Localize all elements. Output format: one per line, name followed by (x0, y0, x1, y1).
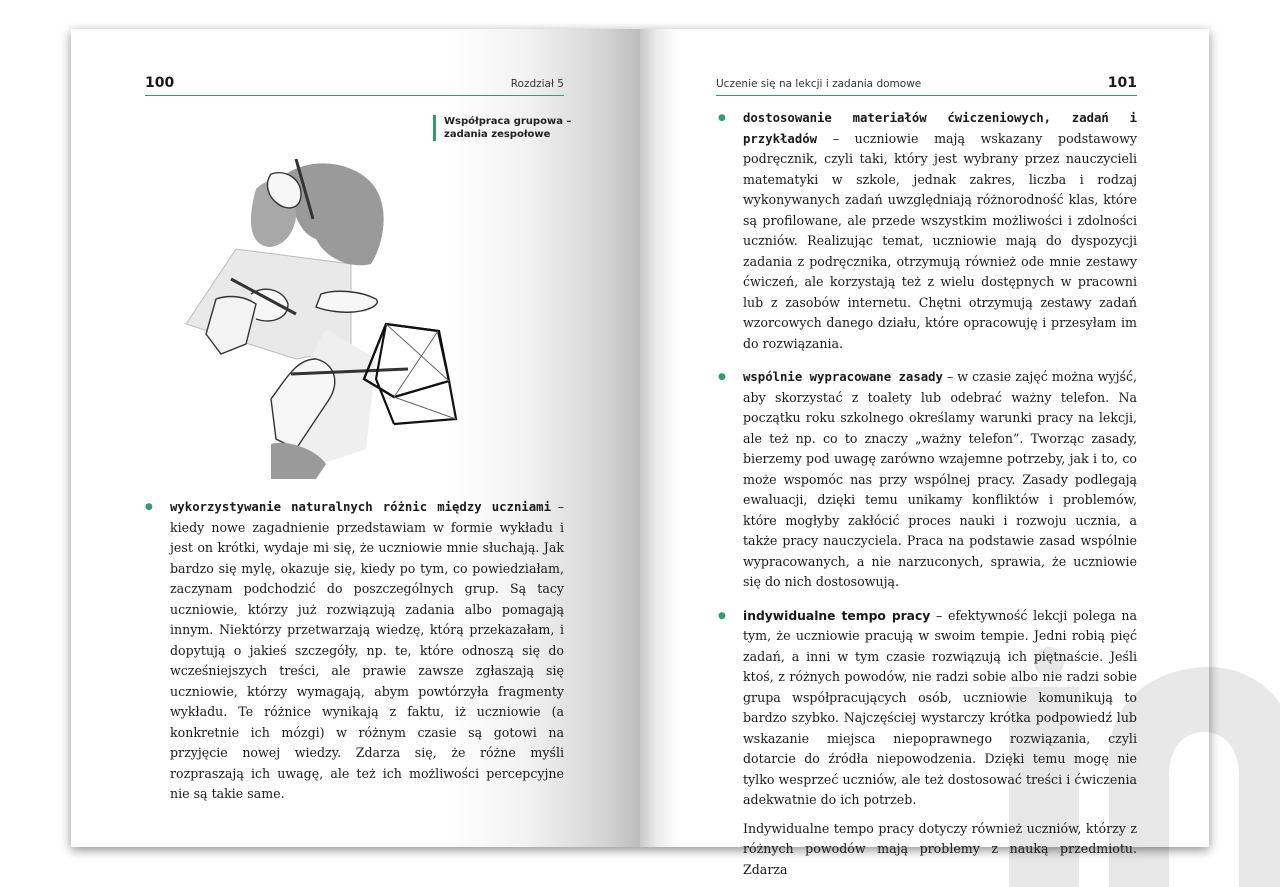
left-running-header (145, 77, 564, 96)
right-running-header (716, 77, 1137, 96)
list-item (743, 108, 1137, 354)
bullet-lead: dostosowanie materiałów ćwiczeniowych, zadań i przykładów (743, 111, 1137, 146)
left-body-text (170, 497, 564, 805)
hands-drawing-geometry-illustration (176, 119, 436, 479)
bullet-lead: indywidualne tempo pracy (743, 608, 931, 623)
left-page-number: 100 (145, 75, 175, 91)
bullet-lead: wykorzystywanie naturalnych różnic między uczniami (170, 500, 551, 514)
illustration-caption: Współpraca grupowa – zadania zespołowe (433, 115, 584, 141)
list-item (170, 497, 564, 805)
bullet-lead: wspólnie wypracowane zasady (743, 370, 943, 384)
bullet-text: – uczniowie mają wskazany podstawowy podręcznik, czyli taki, który jest wybrany przez nauczycieli matematyki w szkole, jednak zakres, liczba i rodzaj wykonywanych zadań uwzględniają różnorodność klas, które są profilowane, ale przede wszystkim możliwości i zdolności uczniów. Realizując temat, uczniowie mają do dyspozycji zadania z podręcznika, otrzymują również ode mnie zestawy ćwiczeń, ale korzystają też z wielu dostępnych w pracowni lub z zasobów internetu. Chętni otrzymują zestawy zadań wzorcowych danego działu, które opracowuję i przesyłam im do rozwiązania. (743, 130, 1137, 351)
right-chapter-title: Uczenie się na lekcji i zadania domowe (716, 78, 922, 90)
list-item (743, 606, 1137, 811)
right-body-text (743, 108, 1137, 880)
bullet-text: – efektywność lekcji polega na tym, że uczniowie pracują w swoim tempie. Jedni robią pięć zadań, a inni w tym czasie rozwiązują ich piętnaście. Jeśli ktoś, z różnych powodów, nie radzi sobie albo nie radzi sobie grupa współpracujących osób, uczniowie komunikują to bardzo szybko. Najczęściej wystarczy krótka podpowiedź lub wskazanie miejsca niepoprawnego rozwiązania, czyli dotarcie do źródła niepowodzenia. Dzięki temu mogę nie tylko wesprzeć uczniów, ale też dostosować treści i ćwiczenia adekwatnie do ich potrzeb. (743, 607, 1138, 807)
bullet-text: – w czasie zajęć można wyjść, aby skorzystać z toalety lub odebrać ważny telefon. Na początku roku szkolnego określamy warunki pracy na lekcji, ale też np. co to znaczy „ważny telefon”. Tworząc zasady, bierzemy pod uwagę zarówno wzajemne potrzeby, jak i to, co może wspomóc nas przy wspólnej pracy. Zasady podlegają ewaluacji, dzięki temu unikamy konfliktów i problemów, które mogłyby zakłócić proces nauki i rozwoju ucznia, a także pracy nauczyciela. Praca na podstawie zasad wspólnie wypracowanych, a nie narzuconych, sprawia, że uczniowie się do nich dostosowują. (743, 369, 1138, 589)
left-chapter-title: Rozdział 5 (510, 78, 564, 90)
left-page (71, 29, 640, 847)
right-page-number: 101 (1107, 75, 1137, 91)
book-spread (71, 29, 1209, 877)
body-paragraph: Indywidualne tempo pracy dotyczy również uczniów, którzy z różnych powodów mają problemy z nauką przedmiotu. Zdarza (743, 820, 1137, 877)
right-page (640, 29, 1209, 877)
list-item (743, 367, 1137, 593)
bullet-text: – kiedy nowe zagadnienie przedstawiam w formie wykładu i jest on krótki, wydaje mi się, że uczniowie mnie słuchają. Jak bardzo się mylę, okazuje się, kiedy po tym, co powiedziałam, zaczynam podchodzić do poszczególnych grup. Są tacy uczniowie, którzy już rozwiązują zadania albo pomagają innym. Niektórzy przetwarzają wiedzę, którą przekazałam, i dopytują o jakieś szczegóły, np. te, które odnoszą się do wcześniejszych treści, ale prawie zawsze zgłaszają się uczniowie, którzy wymagają, abym powtórzyła fragmenty wykładu. Te różnice wynikają z faktu, iż uczniowie (a konkretnie ich mózgi) w różnym czasie są gotowi na przyjęcie nowej wiedzy. Zdarza się, że różne myśli rozpraszają ich uwagę, ale też ich możliwości percepcyjne nie są takie same. (170, 499, 564, 801)
